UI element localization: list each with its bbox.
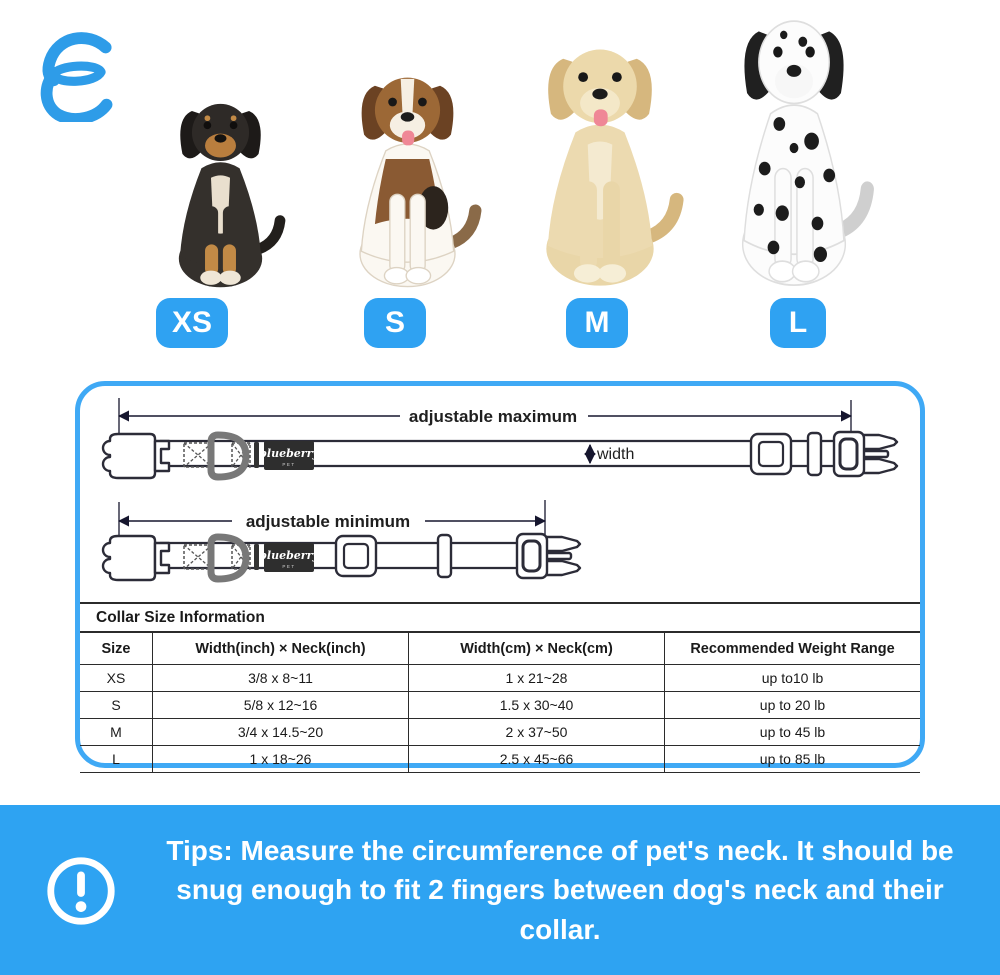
size-badge-l: L: [770, 298, 826, 348]
size-table: [80, 602, 920, 773]
size-badge-xs: XS: [156, 298, 228, 348]
adjustable-maximum-label: adjustable maximum: [408, 407, 578, 426]
table-row-s: S 5/8 x 12~16 1.5 x 30~40 up to 20 lb: [80, 692, 920, 719]
col-header-weight-range: Recommended Weight Range: [690, 640, 895, 657]
dog-illustration-xs-puppy: [149, 92, 292, 292]
table-row-xs: XS 3/8 x 8~11 1 x 21~28 up to10 lb: [80, 665, 920, 692]
size-badge-m: M: [566, 298, 628, 348]
tips-text: Tips: Measure the circumference of pet's neck. It should be snug enough to fit 2 fingers between dog's neck and their collar.: [166, 835, 954, 945]
col-header-size: Size: [80, 633, 153, 664]
sizing-panel: [75, 381, 925, 768]
tips-banner: [0, 805, 1000, 975]
collar-diagrams: [80, 386, 920, 602]
collar-diagram-maximum: [103, 398, 897, 478]
brand-logo-icon: [22, 22, 122, 122]
col-header-width-neck-cm: Width(cm) × Neck(cm): [409, 633, 665, 664]
width-label: width: [597, 446, 635, 463]
table-row-m: M 3/4 x 14.5~20 2 x 37~50 up to 45 lb: [80, 719, 920, 746]
exclamation-circle-icon: [42, 852, 120, 930]
dog-illustration-m-golden-retriever: [508, 34, 692, 292]
adjustable-minimum-label: adjustable minimum: [245, 512, 411, 531]
collar-diagram-minimum: [103, 500, 580, 580]
col-header-width-neck-inch: Width(inch) × Neck(inch): [153, 633, 409, 664]
size-badge-s: S: [364, 298, 426, 348]
table-title: Collar Size Information: [80, 604, 920, 633]
dog-illustration-s-beagle: [326, 64, 489, 292]
table-header-row: [80, 633, 920, 665]
dog-illustration-l-dalmatian: [706, 4, 882, 292]
table-row-l: L 1 x 18~26 2.5 x 45~66 up to 85 lb: [80, 746, 920, 773]
